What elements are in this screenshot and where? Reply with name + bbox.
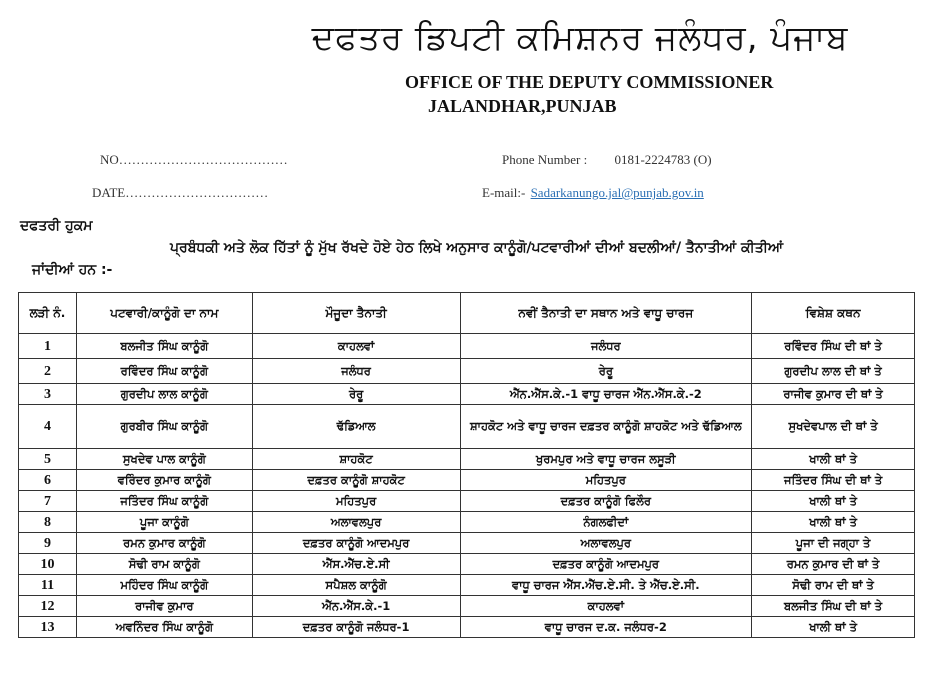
cell-current-posting: ਦਫ਼ਤਰ ਕਾਨੂੰਗੋ ਆਦਮਪੁਰ	[252, 533, 460, 554]
table-row	[19, 491, 915, 512]
office-title-punjabi: ਦਫਤਰ ਡਿਪਟੀ ਕਮਿਸ਼ਨਰ ਜਲੰਧਰ, ਪੰਜਾਬ	[311, 18, 849, 58]
transfer-table	[18, 292, 915, 638]
cell-name: ਸੁਖਦੇਵ ਪਾਲ ਕਾਨੂੰਗੋ	[76, 449, 252, 470]
table-row	[19, 512, 915, 533]
cell-name: ਸੋਢੀ ਰਾਮ ਕਾਨੂੰਗੋ	[76, 554, 252, 575]
cell-current-posting: ਸਪੈਸ਼ਲ ਕਾਨੂੰਗੋ	[252, 575, 460, 596]
cell-new-posting: ਦਫ਼ਤਰ ਕਾਨੂੰਗੋ ਆਦਮਪੁਰ	[460, 554, 752, 575]
header-current-posting: ਮੌਜੂਦਾ ਤੈਨਾਤੀ	[252, 293, 460, 334]
cell-new-posting: ਵਾਧੂ ਚਾਰਜ ਐੱਸ.ਐੱਚ.ਏ.ਸੀ. ਤੇ ਐੱਚ.ਏ.ਸੀ.	[460, 575, 752, 596]
cell-new-posting: ਜਲੰਧਰ	[460, 334, 752, 359]
cell-serial: 1	[19, 334, 77, 359]
cell-serial: 6	[19, 470, 77, 491]
cell-serial: 13	[19, 617, 77, 638]
cell-current-posting: ਦਫ਼ਤਰ ਕਾਨੂੰਗੋ ਸ਼ਾਹਕੋਟ	[252, 470, 460, 491]
cell-serial: 12	[19, 596, 77, 617]
cell-serial: 10	[19, 554, 77, 575]
header-serial: ਲੜੀ ਨੰ.	[19, 293, 77, 334]
cell-new-posting: ਨੰਗਲਫੀਦਾਂ	[460, 512, 752, 533]
email-label: E-mail:-	[482, 185, 526, 200]
cell-new-posting: ਅਲਾਵਲਪੁਰ	[460, 533, 752, 554]
cell-remarks: ਸੋਢੀ ਰਾਮ ਦੀ ਥਾਂ ਤੇ	[752, 575, 915, 596]
header-remarks: ਵਿਸ਼ੇਸ਼ ਕਥਨ	[752, 293, 915, 334]
phone-label: Phone Number :	[502, 152, 588, 167]
cell-new-posting: ਖੁਰਮਪੁਰ ਅਤੇ ਵਾਧੂ ਚਾਰਜ ਲਸੂੜੀ	[460, 449, 752, 470]
cell-remarks: ਪੂਜਾ ਦੀ ਜਗ੍ਹਾ ਤੇ	[752, 533, 915, 554]
cell-serial: 5	[19, 449, 77, 470]
cell-new-posting: ਕਾਹਲਵਾਂ	[460, 596, 752, 617]
table-row	[19, 405, 915, 449]
office-location: JALANDHAR,PUNJAB	[428, 96, 617, 116]
order-text-line2: ਜਾਂਦੀਆਂ ਹਨ :-	[32, 262, 113, 278]
cell-serial: 11	[19, 575, 77, 596]
cell-name: ਗੁਰਦੀਪ ਲਾਲ ਕਾਨੂੰਗੋ	[76, 384, 252, 405]
cell-remarks: ਖਾਲੀ ਥਾਂ ਤੇ	[752, 617, 915, 638]
table-row	[19, 533, 915, 554]
cell-remarks: ਖਾਲੀ ਥਾਂ ਤੇ	[752, 491, 915, 512]
table-row	[19, 334, 915, 359]
cell-current-posting: ਅਲਾਵਲਪੁਰ	[252, 512, 460, 533]
cell-remarks: ਜਤਿੰਦਰ ਸਿੰਘ ਦੀ ਥਾਂ ਤੇ	[752, 470, 915, 491]
cell-current-posting: ਕਾਹਲਵਾਂ	[252, 334, 460, 359]
email-link[interactable]: Sadarkanungo.jal@punjab.gov.in	[530, 185, 704, 200]
cell-current-posting: ਮਹਿਤਪੁਰ	[252, 491, 460, 512]
order-heading: ਦਫਤਰੀ ਹੁਕਮ	[20, 218, 93, 234]
cell-name: ਰਵਿੰਦਰ ਸਿੰਘ ਕਾਨੂੰਗੋ	[76, 359, 252, 384]
office-title-english: OFFICE OF THE DEPUTY COMMISSIONER	[405, 72, 774, 92]
table-header-row	[19, 293, 915, 334]
cell-serial: 2	[19, 359, 77, 384]
cell-new-posting: ਐੱਨ.ਐੱਸ.ਕੇ.-1 ਵਾਧੂ ਚਾਰਜ ਐੱਨ.ਐੱਸ.ਕੇ.-2	[460, 384, 752, 405]
cell-new-posting: ਵਾਧੂ ਚਾਰਜ ਦ.ਕ. ਜਲੰਧਰ-2	[460, 617, 752, 638]
table-row	[19, 596, 915, 617]
cell-remarks: ਸੁਖਦੇਵਪਾਲ ਦੀ ਥਾਂ ਤੇ	[752, 405, 915, 449]
cell-name: ਮਹਿੰਦਰ ਸਿੰਘ ਕਾਨੂੰਗੋ	[76, 575, 252, 596]
cell-current-posting: ਐੱਨ.ਐੱਸ.ਕੇ.-1	[252, 596, 460, 617]
table-row	[19, 449, 915, 470]
table-row	[19, 554, 915, 575]
cell-current-posting: ਜਲੰਧਰ	[252, 359, 460, 384]
cell-serial: 9	[19, 533, 77, 554]
cell-new-posting: ਦਫ਼ਤਰ ਕਾਨੂੰਗੋ ਫਿਲੌਰ	[460, 491, 752, 512]
table-row	[19, 359, 915, 384]
cell-new-posting: ਮਹਿਤਪੁਰ	[460, 470, 752, 491]
header-new-posting: ਨਵੀਂ ਤੈਨਾਤੀ ਦਾ ਸਥਾਨ ਅਤੇ ਵਾਧੂ ਚਾਰਜ	[460, 293, 752, 334]
cell-name: ਪੂਜਾ ਕਾਨੂੰਗੋ	[76, 512, 252, 533]
cell-name: ਬਲਜੀਤ ਸਿੰਘ ਕਾਨੂੰਗੋ	[76, 334, 252, 359]
cell-current-posting: ਰੇਰੂ	[252, 384, 460, 405]
cell-name: ਰਾਜੀਵ ਕੁਮਾਰ	[76, 596, 252, 617]
cell-new-posting: ਸ਼ਾਹਕੋਟ ਅਤੇ ਵਾਧੂ ਚਾਰਜ ਦਫ਼ਤਰ ਕਾਨੂੰਗੋ ਸ਼ਾਹਕੋਟ ਅਤੇ ਢੱਡਿਆਲ	[460, 405, 752, 449]
table-row	[19, 384, 915, 405]
cell-new-posting: ਰੇਰੂ	[460, 359, 752, 384]
cell-remarks: ਰਵਿੰਦਰ ਸਿੰਘ ਦੀ ਥਾਂ ਤੇ	[752, 334, 915, 359]
cell-remarks: ਖਾਲੀ ਥਾਂ ਤੇ	[752, 449, 915, 470]
cell-current-posting: ਐੱਸ.ਐੱਚ.ਏ.ਸੀ	[252, 554, 460, 575]
cell-current-posting: ਸ਼ਾਹਕੋਟ	[252, 449, 460, 470]
cell-remarks: ਖਾਲੀ ਥਾਂ ਤੇ	[752, 512, 915, 533]
cell-serial: 3	[19, 384, 77, 405]
cell-remarks: ਰਮਨ ਕੁਮਾਰ ਦੀ ਥਾਂ ਤੇ	[752, 554, 915, 575]
cell-current-posting: ਦਫ਼ਤਰ ਕਾਨੂੰਗੋ ਜਲੰਧਰ-1	[252, 617, 460, 638]
email-line	[482, 185, 704, 201]
phone-line	[502, 152, 712, 168]
date-label: DATE……………………………	[92, 185, 269, 200]
table-row	[19, 470, 915, 491]
cell-name: ਗੁਰਬੀਰ ਸਿੰਘ ਕਾਨੂੰਗੋ	[76, 405, 252, 449]
number-label: NO…………………………………	[100, 152, 288, 167]
table-row	[19, 575, 915, 596]
order-text-line1: ਪ੍ਰਬੰਧਕੀ ਅਤੇ ਲੋਕ ਹਿੱਤਾਂ ਨੂੰ ਮੁੱਖ ਰੱਖਦੇ ਹੋਏ ਹੇਠ ਲਿਖੇ ਅਨੁਸਾਰ ਕਾਨੂੰਗੋ/ਪਟਵਾਰੀਆਂ ਦੀਆਂ ਬਦਲੀਆਂ/ ਤੈਨਾਤੀਆਂ ਕੀਤੀਆਂ	[170, 240, 784, 256]
cell-serial: 8	[19, 512, 77, 533]
cell-serial: 7	[19, 491, 77, 512]
date-field	[92, 185, 268, 201]
cell-remarks: ਬਲਜੀਤ ਸਿੰਘ ਦੀ ਥਾਂ ਤੇ	[752, 596, 915, 617]
cell-name: ਅਵਨਿੰਦਰ ਸਿੰਘ ਕਾਨੂੰਗੋ	[76, 617, 252, 638]
cell-remarks: ਰਾਜੀਵ ਕੁਮਾਰ ਦੀ ਥਾਂ ਤੇ	[752, 384, 915, 405]
phone-number: 0181-2224783 (O)	[614, 152, 712, 167]
number-field	[100, 152, 288, 168]
cell-name: ਰਮਨ ਕੁਮਾਰ ਕਾਨੂੰਗੋ	[76, 533, 252, 554]
cell-name: ਜਤਿੰਦਰ ਸਿੰਘ ਕਾਨੂੰਗੋ	[76, 491, 252, 512]
cell-remarks: ਗੁਰਦੀਪ ਲਾਲ ਦੀ ਥਾਂ ਤੇ	[752, 359, 915, 384]
cell-current-posting: ਢੱਡਿਆਲ	[252, 405, 460, 449]
cell-serial: 4	[19, 405, 77, 449]
cell-name: ਵਰਿੰਦਰ ਕੁਮਾਰ ਕਾਨੂੰਗੋ	[76, 470, 252, 491]
header-name: ਪਟਵਾਰੀ/ਕਾਨੂੰਗੋ ਦਾ ਨਾਮ	[76, 293, 252, 334]
table-row	[19, 617, 915, 638]
